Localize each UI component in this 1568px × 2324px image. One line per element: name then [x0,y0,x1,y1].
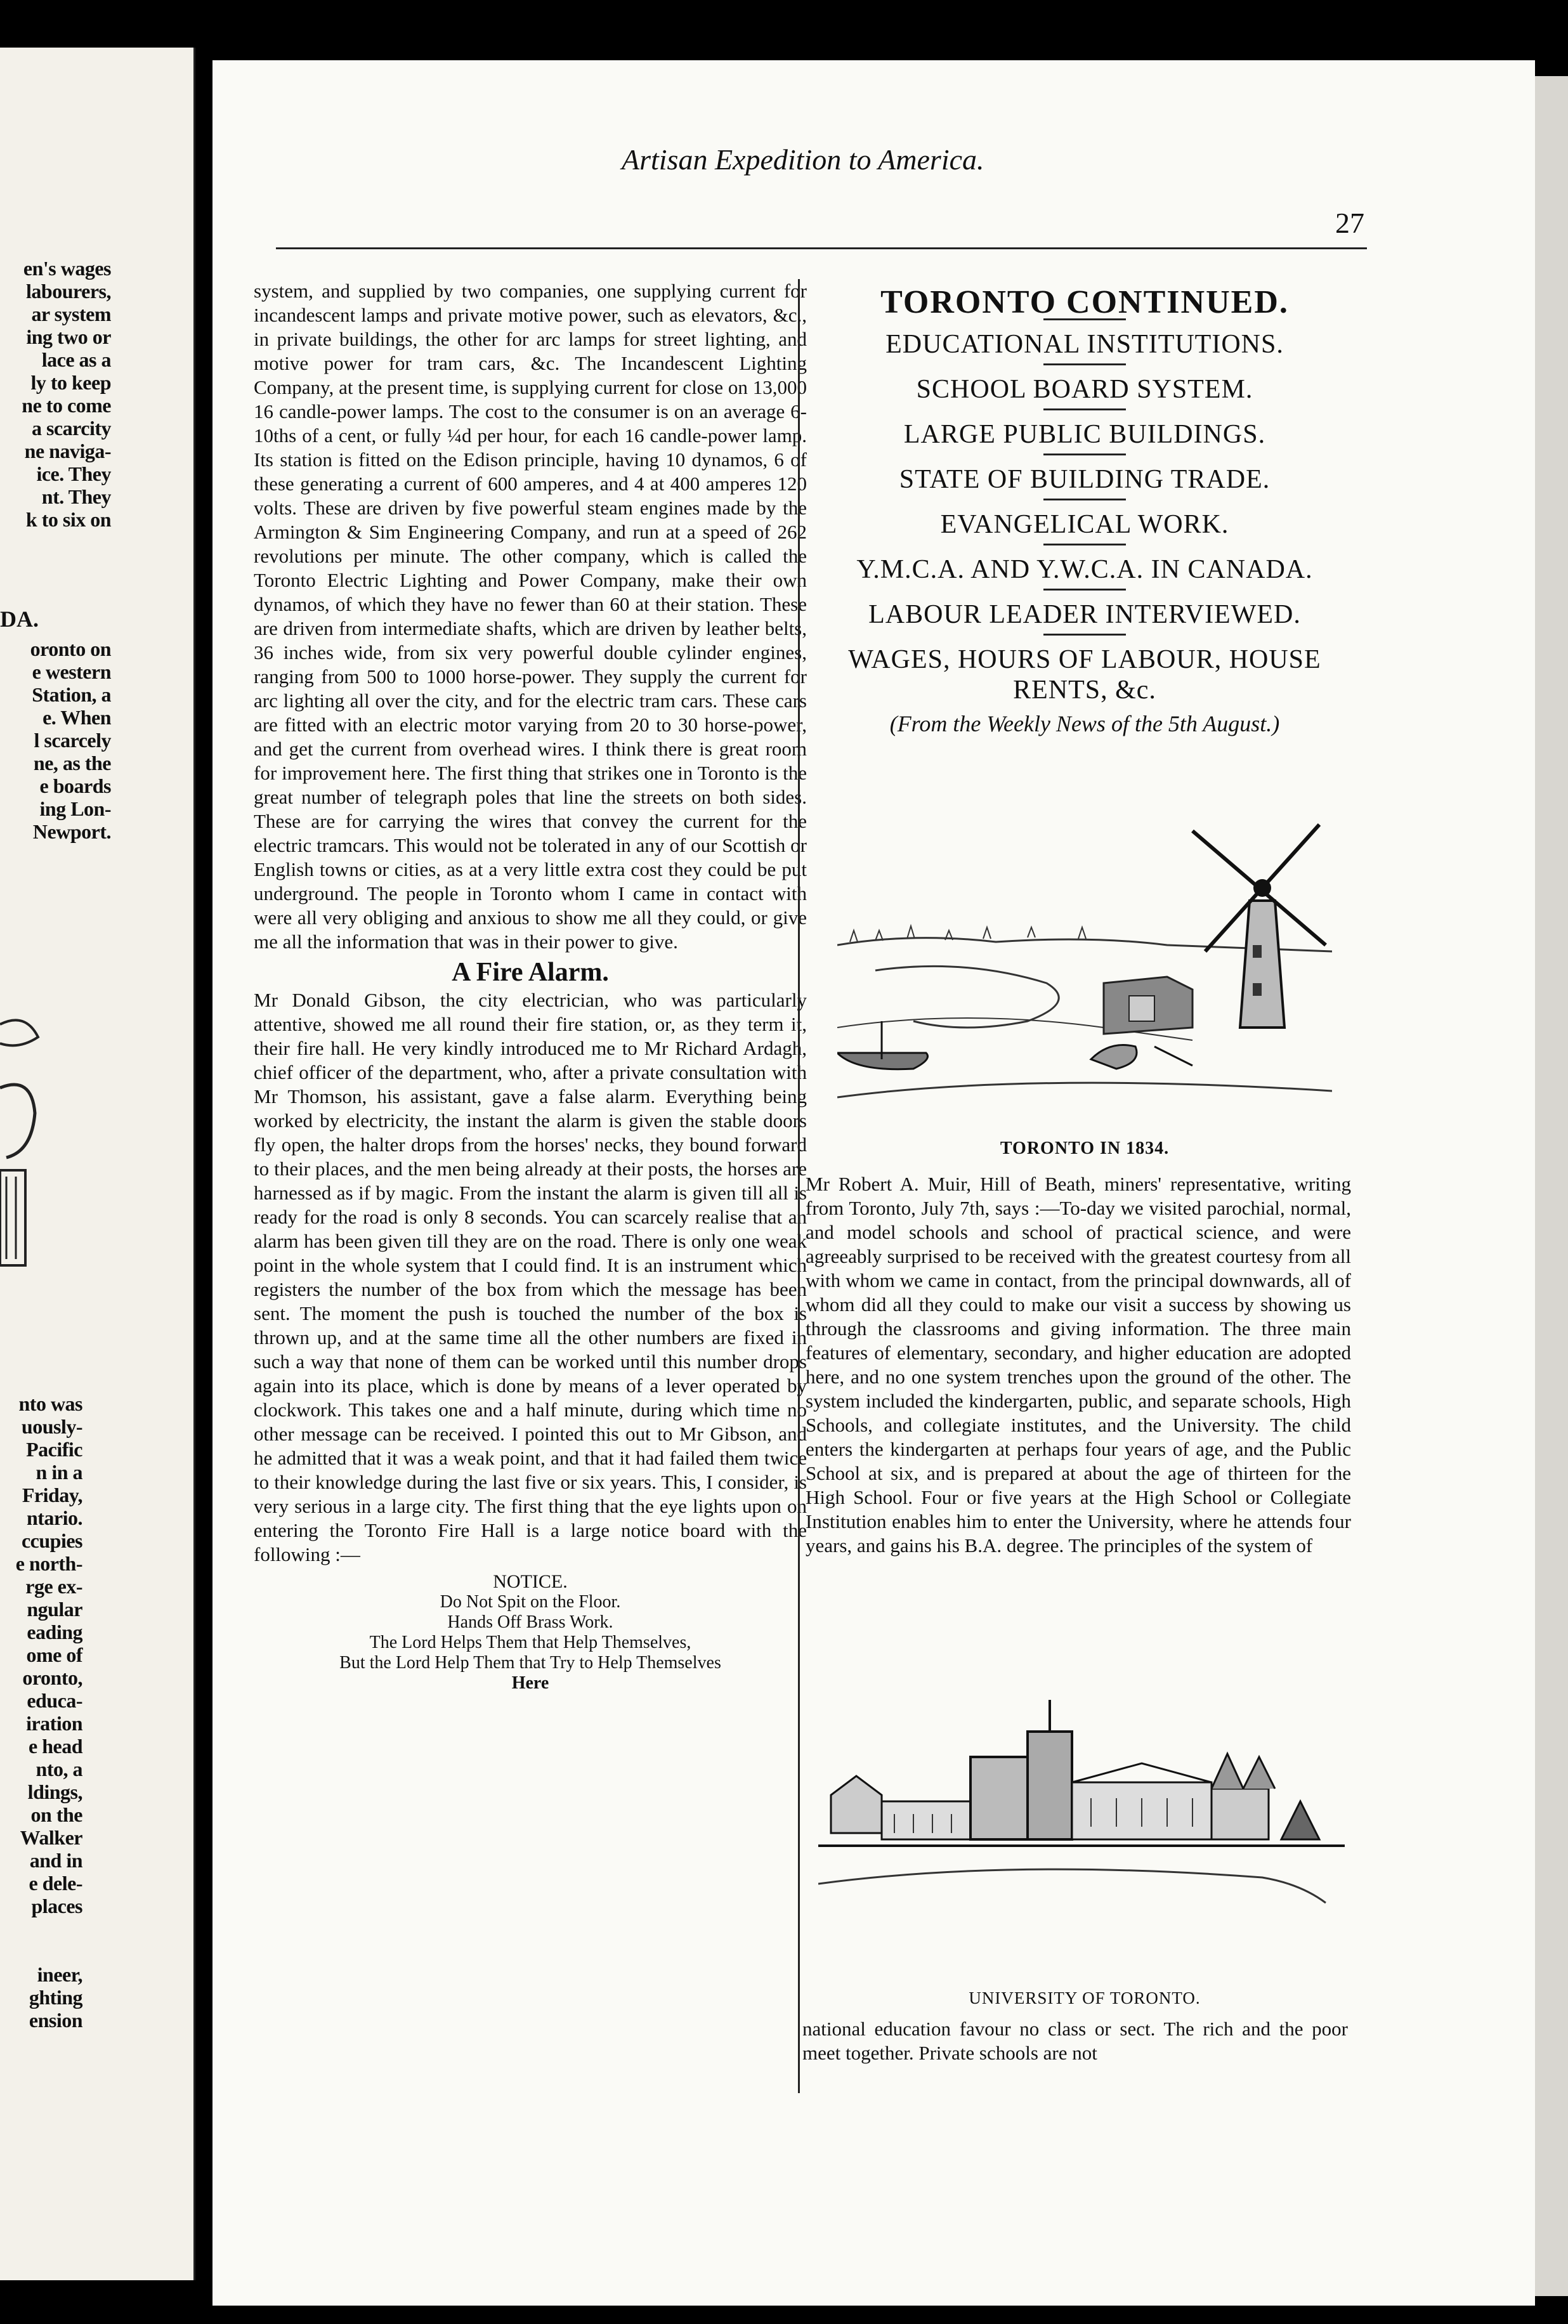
facing-page-line: nt. They [41,485,111,508]
facing-page-line: and in [29,1849,82,1872]
page-edge [1535,76,1568,2296]
page-number: 27 [1335,207,1364,239]
facing-page-line: ghting [29,1986,82,2009]
heading-item: EDUCATIONAL INSTITUTIONS. [885,330,1284,359]
facing-page-line: ing Lon- [39,797,111,820]
facing-page-line: e dele- [29,1872,82,1895]
facing-page-line: e. When [42,706,111,729]
facing-page-line: ing two or [26,325,111,348]
facing-page-line: k to six on [25,508,111,531]
facing-page-line: Pacific [26,1438,82,1461]
paragraph-electric-lighting: system, and supplied by two companies, one supplying current for incandescent lamps and private motive power, such as elevators, &c., in private buildings, the other for arc lamps for street lighting, and motive power for tram cars, &c. The Incandescent Lighting Company, at the present time, is supplying current for close on 13,000 16 candle-power lamps. The cost to the consumer is on an average 6-10ths of a cent, or fully ¼d per hour, for each 16 candle-power lamp. Its station is fitted on the Edison principle, having 10 dynamos, 6 of these generating a current of 600 amperes, and 4 at 400 amperes 120 volts. These are driven by five powerful steam engines made by the Armington & Sim Engineering Company, and run at a speed of 262 revolutions per minute. The other company, which is called the Toronto Electric Lighting and Power Company, make their own dynamos, of which they have no fewer than 60 at their station. These are driven from intermediate shafts, which are driven by leather belts, 36 inches wide, from six very powerful double cylinder engines, ranging from 500 to 1000 horse-power. They supply the current for arc lighting all over the city, and for the electric tram cars. These cars are fitted with an electric motor varying from 20 to 30 horse-power, and get the current from overhead wires. I think there is great room for improvement here. The first thing that strikes one in Toronto is the great number of telegraph poles that line the streets on both sides. These are for carrying the wires that convey the current for the electric tramcars. This would not be tolerated in any of our Scottish or English towns or cities, as at a very little extra cost they could be put underground. The people in Toronto whom I came in contact with were all very obliging and anxious to show me all they could, or give me all the information that was in their power to give. [254,280,807,953]
facing-page-line: Walker [20,1826,82,1849]
facing-page-text-bottom [0,1392,82,2032]
facing-page-line: on the [30,1803,82,1826]
facing-page-line: ccupies [21,1529,82,1552]
heading-item: WAGES, HOURS OF LABOUR, HOUSE RENTS, &c. [848,645,1321,705]
heading-rule [1043,454,1126,455]
facing-page-line: oronto, [22,1666,82,1689]
facing-page-line: ly to keep [30,371,111,394]
facing-page-line: labourers, [26,280,111,303]
facing-page-line: e head [29,1735,82,1758]
header-rule [276,247,1367,249]
notice-board-text [254,1572,807,1694]
notice-line: Here [511,1673,549,1693]
facing-page-line: a scarcity [31,417,111,440]
notice-title: NOTICE. [493,1571,568,1592]
facing-page-line: ome of [26,1643,82,1666]
heading-item: LARGE PUBLIC BUILDINGS. [903,420,1266,449]
facing-page-line: ngular [27,1598,82,1621]
ornament-illustration-fragment [0,1012,44,1278]
facing-page-line: ice. They [36,462,111,485]
facing-page-line: places [31,1895,82,1917]
facing-page-line: nto was [18,1392,82,1415]
facing-page-line: educa- [27,1689,82,1712]
facing-page-line: n in a [36,1461,82,1484]
facing-page-line: e western [32,660,111,683]
heading-rule [1043,544,1126,545]
source-note: (From the Weekly News of the 5th August.) [889,711,1280,736]
heading-item: Y.M.C.A. AND Y.W.C.A. IN CANADA. [856,555,1313,584]
heading-item: LABOUR LEADER INTERVIEWED. [868,600,1301,629]
heading-rule [1043,408,1126,410]
notice-line: Hands Off Brass Work. [447,1612,613,1632]
left-column [254,279,807,1694]
paragraph-fire-alarm: Mr Donald Gibson, the city electrician, who was particularly attentive, showed me all round their fire station, or, as they term it, their fire hall. He very kindly introduced me to Mr Richard Ardagh, chief officer of the department, who, after a private consultation with Mr Thomson, his assistant, gave a false alarm. Everything being worked by electricity, the instant the alarm is given the stable doors fly open, the halter drops from the horses' necks, they bound forward to their places, and the men being already at their posts, the horses are harnessed as if by magic. From the instant the alarm is given till all is ready for the road is only 8 seconds. You can scarcely realise that an alarm has been given till they are on the road. There is only one weak point in the whole system that I could find. It is an instrument which registers the number of the box from which the message has been sent. The moment the push is touched the number of the box is thrown up, and at the same time all the other numbers are fixed in such a way that none of them can be worked until this number drops again into its place, which is done by means of a lever operated by clockwork. This takes one and a half minute, during which time no other message can be received. I pointed this out to Mr Gibson, and he admitted that it was a weak point, and that it had failed them twice to their knowledge during the last five or six years. This, I consider, is very serious in a large city. The first thing that the eye lights upon on entering the Toronto Fire Hall is a large notice board with the following :— [254,989,807,1565]
heading-item: EVANGELICAL WORK. [940,510,1229,539]
figure-caption-university-of-toronto: UNIVERSITY OF TORONTO. [969,1988,1201,2007]
facing-page-heading: DA. [0,606,39,632]
heading-rule [1043,634,1126,636]
section-heading-fire-alarm: A Fire Alarm. [452,958,609,987]
notice-line: The Lord Helps Them that Help Themselves, [369,1633,691,1652]
right-column-headings [806,279,1364,736]
facing-page-line: e boards [39,774,111,797]
facing-page-fragment [0,48,195,2280]
facing-page-line: Newport. [32,820,111,843]
heading-rule [1043,499,1126,500]
paragraph-national-education: national education favour no class or sect. The rich and the poor meet together. Private schools are not [802,2018,1348,2064]
running-title: Artisan Expedition to America. [622,143,984,176]
column-divider [798,279,800,2093]
facing-page-text-top [0,257,111,531]
facing-page-line: rge ex- [25,1575,82,1598]
heading-toronto-continued: TORONTO CONTINUED. [880,284,1289,320]
paragraph-robert-muir: Mr Robert A. Muir, Hill of Beath, miners' representative, writing from Toronto, July 7th, says :—To-day we visited parochial, normal, and model schools and school of practical science, and were agreeably surprised to be received with the greatest courtesy from all with whom we came in contact, from the principal downwards, all of whom did all they could to make our visit a success by showing us through the classrooms and giving information. The three main features of elementary, secondary, and higher education are adopted here, and no one system trenches upon the ground of the other. The system included the kindergarten, public, and separate schools, High Schools, and collegiate institutes, and the University. The child enters the kindergarten at perhaps four years of age, and the Public School at six, and is prepared at about the age of thirteen for the High School. Four or five years at the High School or Collegiate Institution enables him to enter the University, where he attends four years, and gains his B.A. degree. The principles of the system of [806,1173,1351,1557]
facing-page-line: nto, a [36,1758,82,1780]
notice-line: Do Not Spit on the Floor. [440,1592,621,1612]
facing-page-line: lace as a [41,348,111,371]
facing-page-line: l scarcely [34,729,111,752]
figure-caption-toronto-1834: TORONTO IN 1834. [1000,1139,1170,1158]
notice-line: But the Lord Help Them that Try to Help Themselves [339,1653,721,1673]
facing-page-line: ldings, [27,1780,82,1803]
facing-page-line: Friday, [22,1484,82,1506]
facing-page-line [0,1940,82,1963]
facing-page-line [0,1917,82,1940]
facing-page-text-mid [0,637,111,843]
facing-page-line: ne, as the [33,752,111,774]
facing-page-line: Station, a [32,683,111,706]
facing-page-line: eading [27,1621,82,1643]
facing-page-line: ineer, [37,1963,82,1986]
engraving-toronto-1834 [837,818,1332,1116]
engraving-university-of-toronto [818,1694,1345,1935]
facing-page-line: en's wages [23,257,111,280]
facing-page-line: ar system [31,303,111,325]
heading-item: STATE OF BUILDING TRADE. [899,465,1271,494]
heading-rule [1043,363,1126,365]
facing-page-line: uously- [21,1415,82,1438]
facing-page-line: ntario. [26,1506,82,1529]
facing-page-line: ne to come [22,394,111,417]
heading-rule [1043,589,1126,591]
facing-page-line: ension [29,2009,82,2032]
facing-page-line: oronto on [30,637,111,660]
facing-page-line: ne naviga- [24,440,111,462]
right-column-body [806,1172,1351,1558]
facing-page-line: iration [26,1712,82,1735]
running-head [412,136,1300,181]
heading-item: SCHOOL BOARD SYSTEM. [916,375,1253,404]
facing-page-line: e north- [15,1552,82,1575]
right-column-continuation [802,2017,1348,2065]
